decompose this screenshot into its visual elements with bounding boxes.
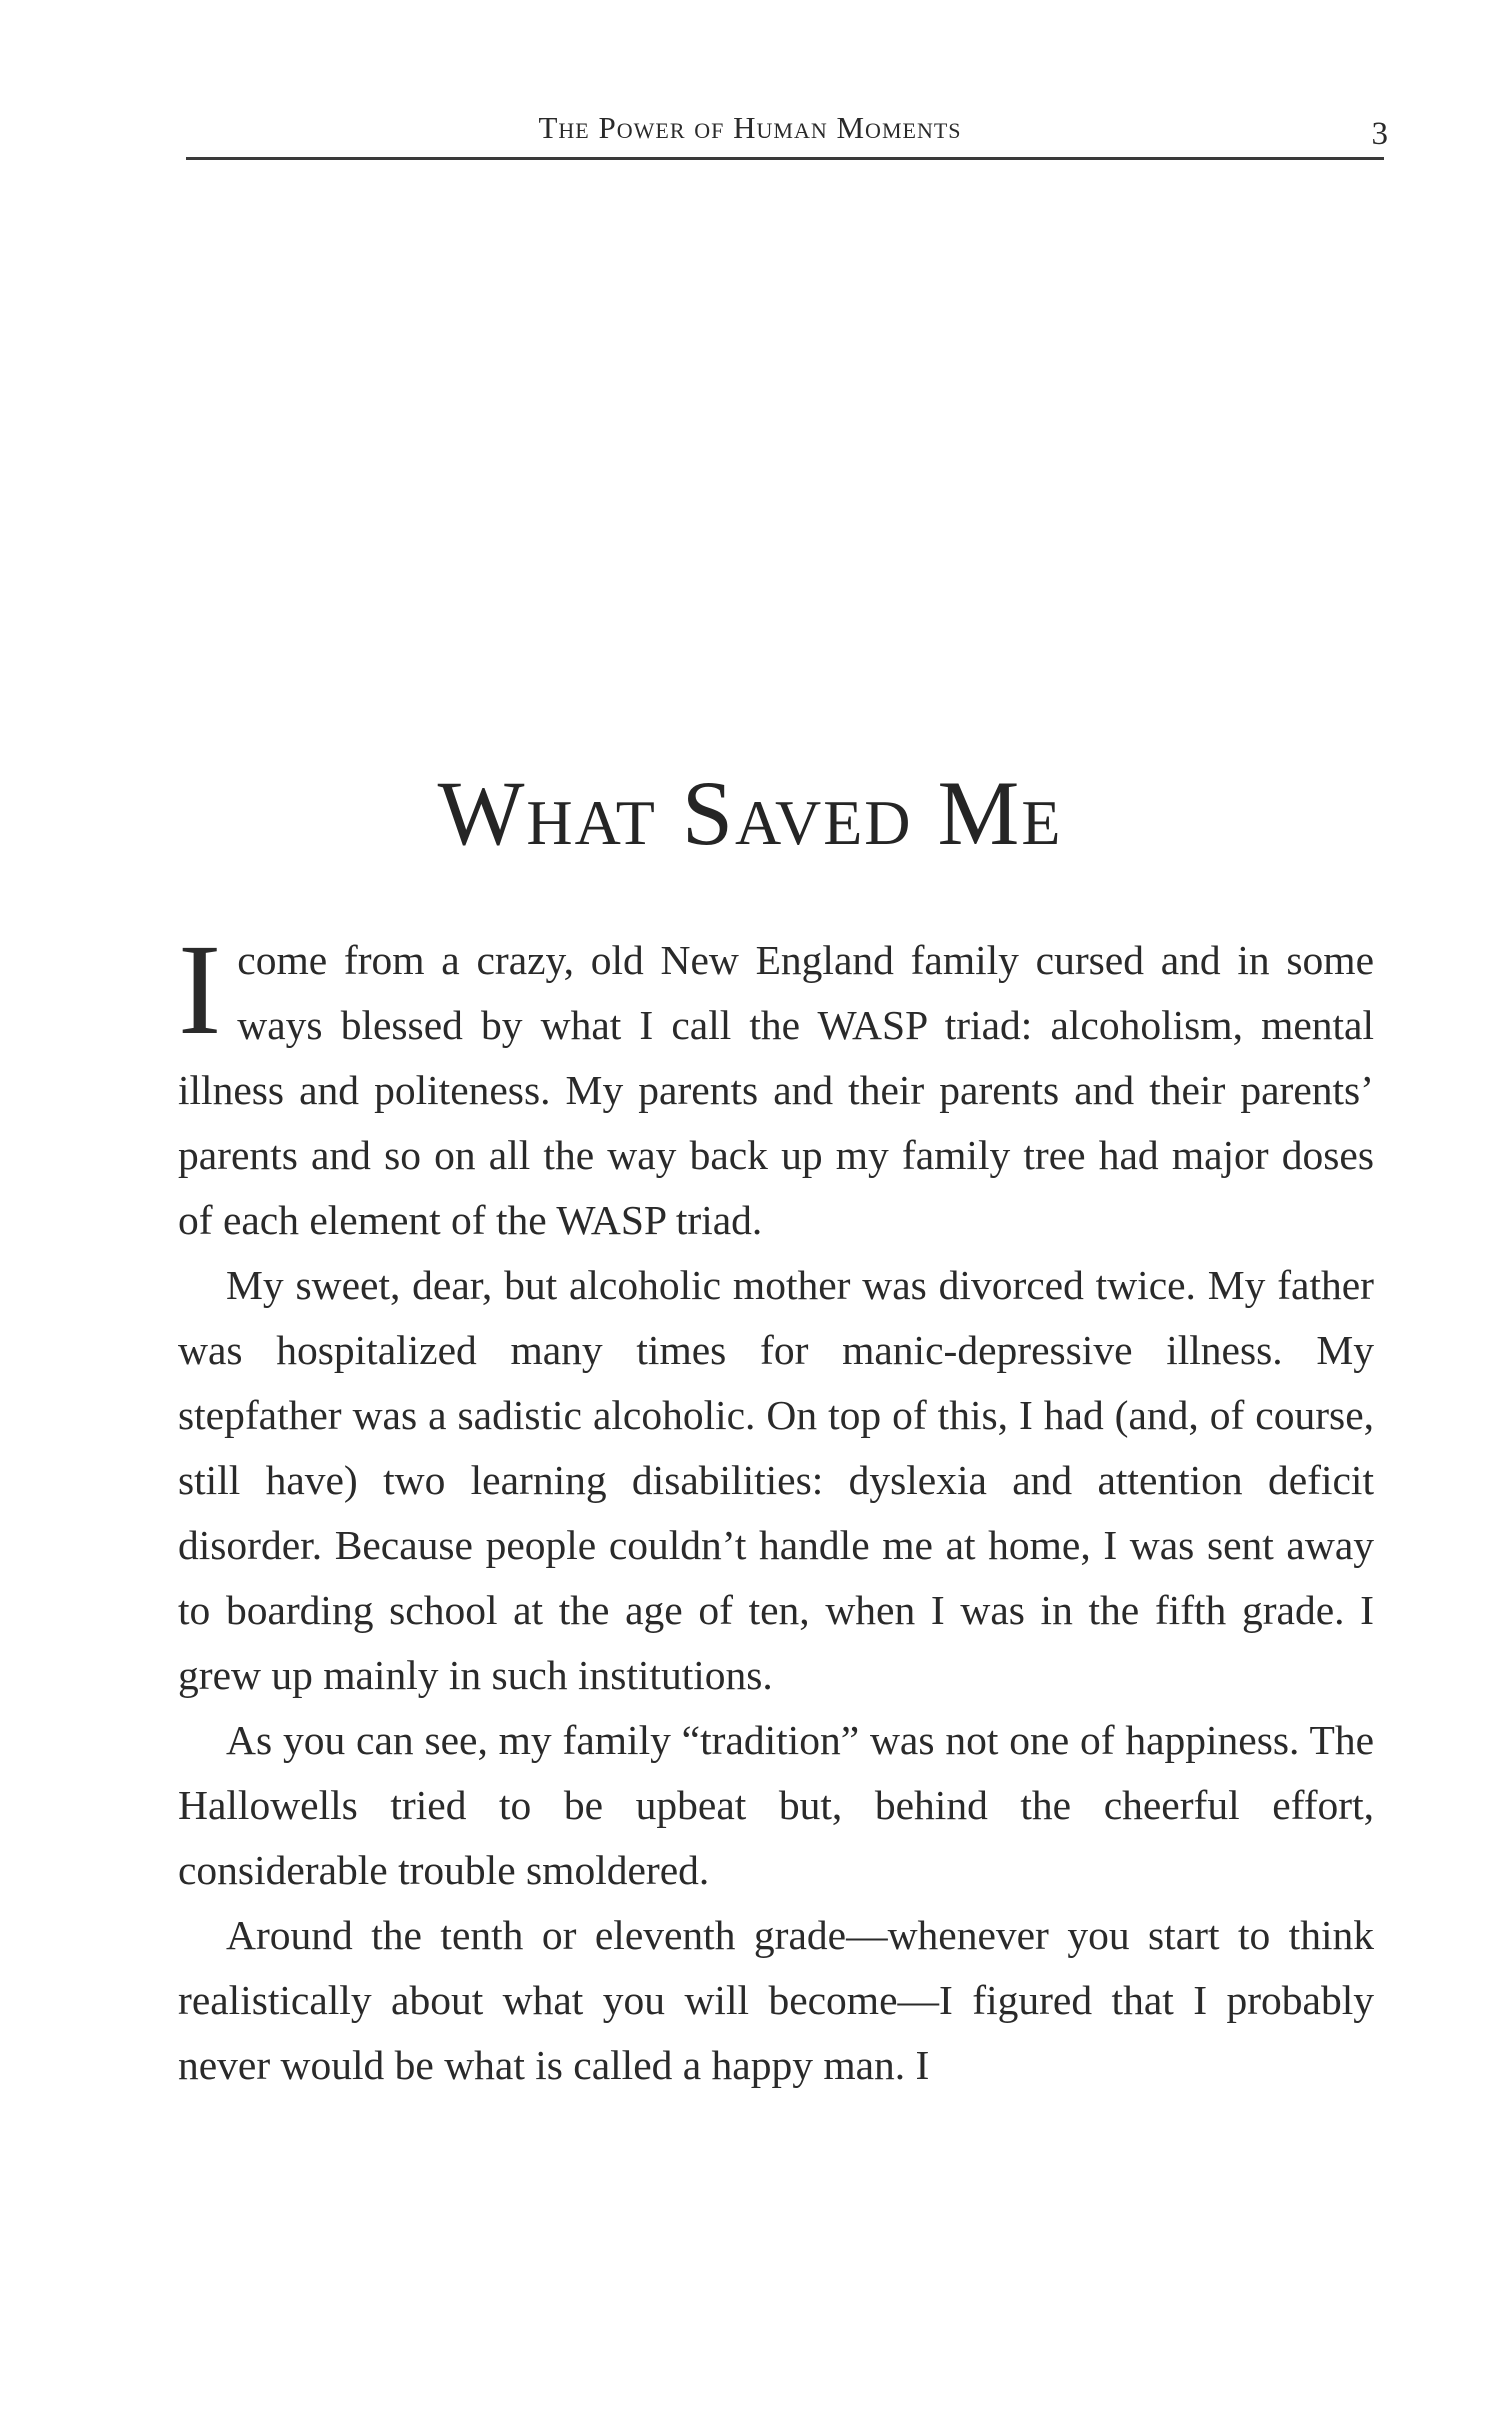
body-text	[178, 918, 1374, 2098]
paragraph: Around the tenth or eleventh grade—whenever you start to think realistically about what you will become—I figured that I probably never would be what is called a happy man. I	[178, 1912, 1374, 2088]
paragraph	[178, 918, 1374, 1253]
running-head: The Power of Human Moments	[538, 110, 962, 145]
drop-cap: I	[178, 918, 222, 1062]
paragraph: As you can see, my family “tradition” was not one of happiness. The Hallowells tried to be upbeat but, behind the cheerful effort, considerable trouble smoldered.	[178, 1717, 1374, 1893]
header-rule	[186, 157, 1384, 160]
chapter-title: What Saved Me	[437, 762, 1063, 864]
paragraph: My sweet, dear, but alcoholic mother was divorced twice. My father was hospitalized many times for manic-depressive illness. My stepfather was a sadistic alcoholic. On top of this, I had (and, of course, still have) two learning disabilities: dyslexia and attention deficit disorder. Because people couldn’t handle me at home, I was sent away to boarding school at the age of ten, when I was in the fifth grade. I grew up mainly in such institutions.	[178, 1262, 1374, 1698]
page-number: 3	[1371, 116, 1388, 152]
paragraph-text: come from a crazy, old New England family cursed and in some ways blessed by what I call the WASP triad: alcoholism, mental illness and politeness. My parents and their parents and their parents’ parents and so on all the way back up my family tree had major doses of each element of the WASP triad.	[178, 937, 1374, 1243]
